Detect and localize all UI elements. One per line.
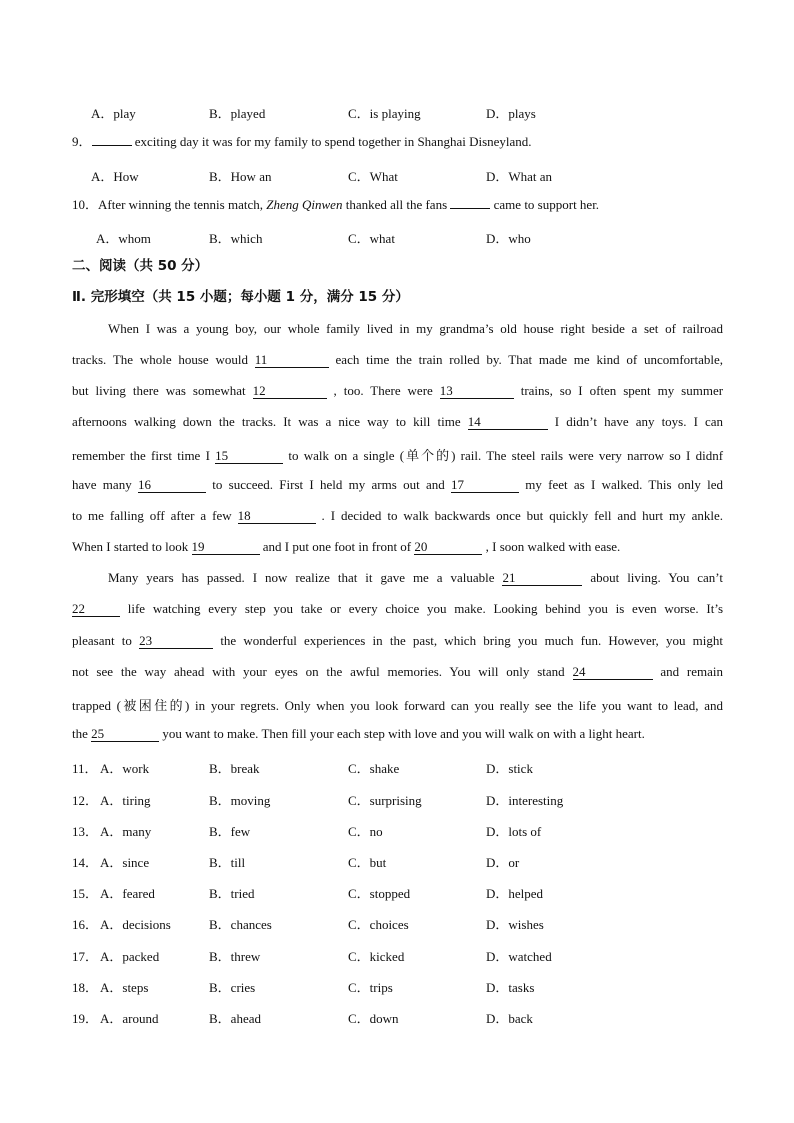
- choice-option-b: B．cries: [209, 980, 256, 995]
- choice-option-d: D．stick: [486, 761, 533, 776]
- blank-18: 18: [238, 509, 316, 524]
- choice-number: 15．: [72, 886, 99, 901]
- blank-12: 12: [253, 384, 327, 399]
- choice-number: 17．: [72, 949, 99, 964]
- q10-name: Zheng Qinwen: [266, 197, 343, 212]
- choice-option-b: B．few: [209, 824, 251, 839]
- choice-option-a: A．decisions: [100, 917, 171, 932]
- choice-option-b: B．tried: [209, 886, 255, 901]
- choice-option-d: D．or: [486, 855, 520, 870]
- blank-20: 20: [414, 540, 482, 555]
- choice-option-c: C．but: [348, 855, 387, 870]
- blank-24: 24: [573, 665, 653, 680]
- blank-25: 25: [91, 727, 159, 742]
- choice-option-d: D．watched: [486, 949, 552, 964]
- choice-number: 12．: [72, 793, 99, 808]
- choice-option-b: B．moving: [209, 793, 271, 808]
- choice-option-c: C．trips: [348, 980, 393, 995]
- passage-line: Many years has passed. I now realize that it gave me a valuable 21 about living. You can’t: [108, 570, 723, 585]
- choice-option-d: D．tasks: [486, 980, 535, 995]
- q10-option-c: C．what: [348, 231, 395, 246]
- choice-option-a: A．tiring: [100, 793, 151, 808]
- choice-option-c: C．down: [348, 1011, 399, 1026]
- choice-option-b: B．till: [209, 855, 246, 870]
- choice-number: 14．: [72, 855, 99, 870]
- choice-option-d: D．wishes: [486, 917, 544, 932]
- choice-option-c: C．shake: [348, 761, 400, 776]
- blank-16: 16: [138, 478, 206, 493]
- passage-line: but living there was somewhat 12 , too. There were 13 trains, so I often spent my summer: [72, 383, 724, 398]
- choice-option-d: D．back: [486, 1011, 533, 1026]
- passage-line: have many 16 to succeed. First I held my arms out and 17 my feet as I walked. This only led: [72, 477, 724, 492]
- passage-line: trapped (被困住的) in your regrets. Only when you look forward can you really see the life you want to lead, and: [72, 698, 723, 713]
- choice-option-c: C．stopped: [348, 886, 411, 901]
- passage-line: pleasant to 23 the wonderful experiences in the past, which bring you much fun. However, you might: [72, 633, 724, 648]
- q9-option-c: C．What: [348, 169, 398, 184]
- passage-line: not see the way ahead with your eyes on the awful memories. You will only stand 24 and remain: [72, 664, 724, 679]
- question-9: [72, 134, 532, 150]
- choice-option-a: A．work: [100, 761, 150, 776]
- choice-option-c: C．surprising: [348, 793, 422, 808]
- choice-option-a: A．feared: [100, 886, 155, 901]
- q9-option-a: A．How: [91, 169, 139, 184]
- choice-option-b: B．break: [209, 761, 260, 776]
- choice-option-b: B．threw: [209, 949, 261, 964]
- passage-line: afternoons walking down the tracks. It was a nice way to kill time 14 I didn’t have any toys. I can: [72, 414, 724, 429]
- q9-option-b: B．How an: [209, 169, 272, 184]
- q10-text1: thanked all the fans: [345, 197, 448, 212]
- choice-option-a: A．packed: [100, 949, 160, 964]
- passage-line: When I started to look 19 and I put one foot in front of 20 , I soon walked with ease.: [72, 539, 621, 554]
- q10-lead: 10．After winning the tennis match,: [72, 197, 263, 212]
- passage-line: remember the first time I 15 to walk on a single (单个的) rail. The steel rails were very narrow so I didnf: [72, 448, 724, 463]
- q9-option-d: D．What an: [486, 169, 553, 184]
- q8-option-b: B．played: [209, 106, 266, 121]
- choice-number: 16．: [72, 917, 99, 932]
- choice-option-d: D．lots of: [486, 824, 542, 839]
- choice-option-a: A．steps: [100, 980, 149, 995]
- passage-line: to me falling off after a few 18 . I decided to walk backwards once but quickly fell and hurt my ankle.: [72, 508, 724, 523]
- part-2-heading: Ⅱ. 完形填空（共 15 小题；每小题 1 分，满分 15 分）: [72, 289, 409, 305]
- blank-19: 19: [192, 540, 260, 555]
- choice-option-c: C．choices: [348, 917, 409, 932]
- passage-line: 22 life watching every step you take or every choice you make. Looking behind you is even worse. It’s: [72, 601, 723, 616]
- blank-23: 23: [139, 634, 213, 649]
- q8-option-d: D．plays: [486, 106, 536, 121]
- q10-blank: [450, 208, 490, 209]
- passage-line: When I was a young boy, our whole family lived in my grandma’s old house right beside a set of railroad: [108, 321, 723, 336]
- choice-number: 19．: [72, 1011, 99, 1026]
- blank-21: 21: [502, 571, 582, 586]
- blank-11: 11: [255, 353, 329, 368]
- choice-number: 11．: [72, 761, 98, 776]
- q10-text2: came to support her.: [493, 197, 600, 212]
- choice-option-a: A．around: [100, 1011, 159, 1026]
- blank-13: 13: [440, 384, 514, 399]
- choice-number: 18．: [72, 980, 99, 995]
- q8-option-a: A．play: [91, 106, 136, 121]
- passage-line: tracks. The whole house would 11 each time the train rolled by. That made me kind of uncomfortable,: [72, 352, 724, 367]
- blank-15: 15: [215, 449, 283, 464]
- choice-option-c: C．no: [348, 824, 383, 839]
- passage-line: the 25 you want to make. Then fill your each step with love and you will walk on with a light heart.: [72, 726, 645, 741]
- choice-option-d: D．interesting: [486, 793, 564, 808]
- blank-22: 22: [72, 602, 120, 617]
- blank-17: 17: [451, 478, 519, 493]
- question-10: [72, 197, 599, 213]
- choice-option-d: D．helped: [486, 886, 544, 901]
- q9-number: 9．: [72, 134, 92, 149]
- q9-text: exciting day it was for my family to spend together in Shanghai Disneyland.: [134, 134, 532, 149]
- q10-option-a: A．whom: [96, 231, 151, 246]
- q10-option-b: B．which: [209, 231, 263, 246]
- choice-option-a: A．since: [100, 855, 150, 870]
- q8-option-c: C．is playing: [348, 106, 421, 121]
- q10-option-d: D．who: [486, 231, 531, 246]
- q9-blank: [92, 145, 132, 146]
- choice-option-c: C．kicked: [348, 949, 405, 964]
- choice-option-b: B．ahead: [209, 1011, 261, 1026]
- choice-option-a: A．many: [100, 824, 152, 839]
- choice-option-b: B．chances: [209, 917, 272, 932]
- blank-14: 14: [468, 415, 548, 430]
- section-2-heading: 二、阅读（共 50 分）: [72, 258, 209, 274]
- choice-number: 13．: [72, 824, 99, 839]
